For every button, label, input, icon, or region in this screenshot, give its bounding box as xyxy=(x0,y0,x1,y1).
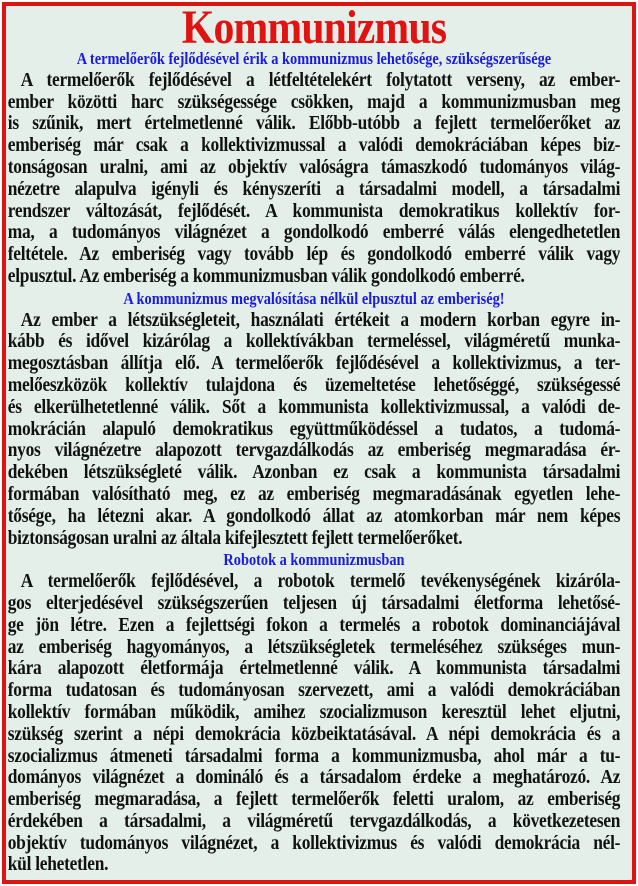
paragraph-line: megosztásban állítja elő. A termelőerők fejlődésével a kollektivizmus, a ter- xyxy=(7,353,621,375)
paragraph-line: formában valósítható meg, ez az emberiség megmaradásának egyetlen lehe- xyxy=(7,483,621,505)
paragraph-line: A termelőerők fejlődésével a létfeltételekért folytatott verseny, az ember- xyxy=(20,69,621,91)
paragraph-line: nézetre alapulva igényli és kényszeríti a társadalmi modell, a társadalmi xyxy=(7,178,621,200)
paragraph-line: emberiség megmaradása, a fejlett termelőerők feletti uralom, az emberiség xyxy=(7,789,621,811)
paragraph-line: melőeszközök kollektív tulajdona és üzemeltetése lehetőséggé, szükségessé xyxy=(7,374,621,396)
paragraph-line: dományos világnézet a domináló és a társadalom érdeke a meghatározó. Az xyxy=(7,767,621,789)
paragraph-line: objektív tudományos világnézet, a kollektivizmus és valódi demokrácia nél- xyxy=(7,832,621,854)
paragraph-line: szükség szerint a népi demokrácia közbeiktatásával. A népi demokrácia és a xyxy=(7,723,621,745)
paragraph-line: érdekében a társadalmi, a világméretű tervgazdálkodás, a következetesen xyxy=(7,810,621,832)
sections-container xyxy=(8,48,620,876)
paragraph-line: biztonságosan uralni az általa kifejlesztett fejlett termelőerőket. xyxy=(7,527,463,549)
paragraph-line: szocializmus átmeneti társadalmi forma a kommunizmusba, ahol már a tu- xyxy=(7,745,621,767)
paragraph-line: ma, a tudományos világnézet a gondolkodó emberré válás elengedhetetlen xyxy=(7,222,621,244)
section-heading: A kommunizmus megvalósítása nélkül elpusztul az emberiség! xyxy=(123,288,505,308)
paragraph-line: tonságosan uralni, ami az objektív valóságra támaszkodó tudományos világ- xyxy=(7,156,621,178)
paragraph-line: emberiség már csak a kollektivizmussal a valódi demokráciában képes biz- xyxy=(7,135,621,157)
paragraph-line: is szűnik, mert értelmetlenné válik. Előbb-utóbb a fejlett termelőerőket az xyxy=(7,113,621,135)
paragraph-line: rendszer változását, fejlődését. A kommunista demokratikus kollektív for- xyxy=(7,200,621,222)
paragraph-line: és elkerülhetetlenné válik. Sőt a kommunista kollektivizmussal, a valódi de- xyxy=(7,396,621,418)
paragraph-line: dekében létszükségleté válik. Azonban ez csak a kommunista társadalmi xyxy=(7,462,621,484)
paragraph-line: kább és idővel kizárólag a kollektívákban termeléssel, világméretű munka- xyxy=(7,331,621,353)
paragraph-line: nyos világnézetre alapozott tervgazdálkodás az emberiség megmaradása ér- xyxy=(7,440,621,462)
paragraph-line: ember közötti harc szükségessége csökken, majd a kommunizmusban meg xyxy=(7,91,621,113)
paragraph-line: kollektív formában működik, amihez szocializmuson keresztül lehet eljutni, xyxy=(7,701,621,723)
paragraph-line: gos elterjedésével szükségszerűen teljesen új társadalmi életforma lehetősé- xyxy=(7,592,621,614)
paragraph-line: A termelőerők fejlődésével, a robotok termelő tevékenységének kizáróla- xyxy=(20,571,621,593)
document-page xyxy=(2,2,636,884)
paragraph-line: kára alapozott életformája értelmetlenné válik. A kommunista társadalmi xyxy=(7,658,621,680)
paragraph-line: az emberiség hagyományos, a létszükségletek termeléséhez szükséges mun- xyxy=(7,636,621,658)
section-heading: Robotok a kommunizmusban xyxy=(223,550,405,570)
paragraph-line: Az ember a létszükségleteit, használati értékeit a modern korban egyre in- xyxy=(20,309,621,331)
paragraph-line: mokrácián alapuló demokratikus együttműködéssel a tudatos, a tudomá- xyxy=(7,418,621,440)
paragraph-line: kül lehetetlen. xyxy=(7,854,109,876)
document-content xyxy=(6,2,624,876)
paragraph-line: ge jön létre. Ezen a fejlettségi fokon a termelés a robotok dominanciájával xyxy=(7,614,621,636)
paragraph-line: tősége, ha létezni akar. A gondolkodó állat az atomkorban már nem képes xyxy=(7,505,621,527)
page-title: Kommunizmus xyxy=(181,2,447,54)
section-heading: A termelőerők fejlődésével érik a kommunizmus lehetősége, szükségszerűsége xyxy=(76,49,552,68)
paragraph-line: feltétele. Az emberiség vagy tovább lép és gondolkodó emberré válik vagy xyxy=(7,244,621,266)
paragraph-line: elpusztul. Az emberiség a kommunizmusban válik gondolkodó emberré. xyxy=(7,265,525,287)
paragraph-line: forma tudatosan és tudományosan szervezett, ami a valódi demokráciában xyxy=(7,680,621,702)
